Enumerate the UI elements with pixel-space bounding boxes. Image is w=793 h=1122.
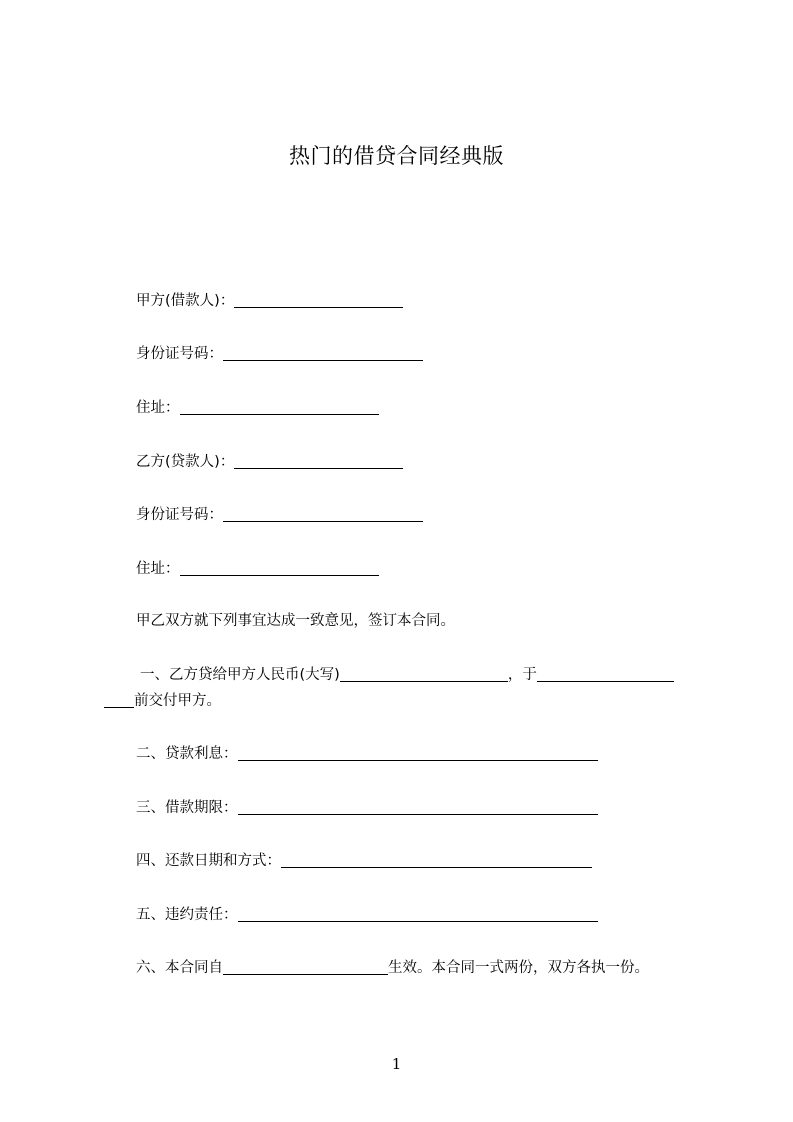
party-a-address-label: 住址： (136, 400, 180, 416)
repayment-blank[interactable] (281, 851, 592, 868)
clause-1-suffix: 前交付甲方。 (134, 693, 221, 709)
party-a-id-line (136, 343, 423, 365)
clause-6-suffix: 生效。本合同一式两份，双方各执一份。 (388, 960, 649, 976)
party-b-line (136, 451, 403, 473)
loan-amount-blank[interactable] (340, 665, 508, 682)
loan-term-blank[interactable] (238, 798, 598, 815)
clause-4-label: 四、还款日期和方式： (136, 853, 281, 869)
party-b-id-line (136, 504, 423, 526)
document-title: 热门的借贷合同经典版 (289, 144, 504, 168)
intro-paragraph: 甲乙双方就下列事宜达成一致意见，签订本合同。 (136, 613, 455, 629)
party-b-address-label: 住址： (136, 561, 180, 577)
clause-1-line-1 (140, 664, 674, 686)
clause-4-line (136, 850, 592, 872)
clause-2-label: 二、贷款利息： (136, 746, 238, 762)
page-number: 1 (391, 1055, 402, 1073)
liability-blank[interactable] (238, 905, 598, 922)
party-a-line (136, 290, 403, 312)
clause-1-prefix: 一、乙方贷给甲方人民币(大写) (140, 667, 340, 683)
party-a-label: 甲方(借款人)： (136, 293, 235, 309)
party-a-id-label: 身份证号码： (136, 346, 223, 362)
clause-3-label: 三、借款期限： (136, 800, 238, 816)
clause-5-label: 五、违约责任： (136, 907, 238, 923)
party-b-address-line (136, 558, 379, 580)
effective-date-blank[interactable] (223, 958, 388, 975)
clause-5-line (136, 904, 598, 926)
delivery-date-blank-continued[interactable] (104, 691, 134, 708)
clause-2-line (136, 743, 598, 765)
party-a-id-blank[interactable] (223, 344, 423, 361)
delivery-date-blank[interactable] (537, 665, 674, 682)
party-a-address-line (136, 397, 379, 419)
party-b-blank[interactable] (234, 452, 403, 469)
party-a-blank[interactable] (234, 291, 403, 308)
clause-1-line-2 (104, 690, 221, 712)
clause-6-line (136, 957, 649, 979)
party-b-id-label: 身份证号码： (136, 507, 223, 523)
loan-interest-blank[interactable] (238, 744, 598, 761)
clause-3-line (136, 797, 598, 819)
clause-6-prefix: 六、本合同自 (136, 960, 223, 976)
party-b-id-blank[interactable] (223, 505, 423, 522)
party-b-label: 乙方(贷款人)： (136, 454, 235, 470)
party-a-address-blank[interactable] (180, 398, 379, 415)
clause-1-middle: ，于 (507, 667, 537, 683)
party-b-address-blank[interactable] (180, 559, 379, 576)
